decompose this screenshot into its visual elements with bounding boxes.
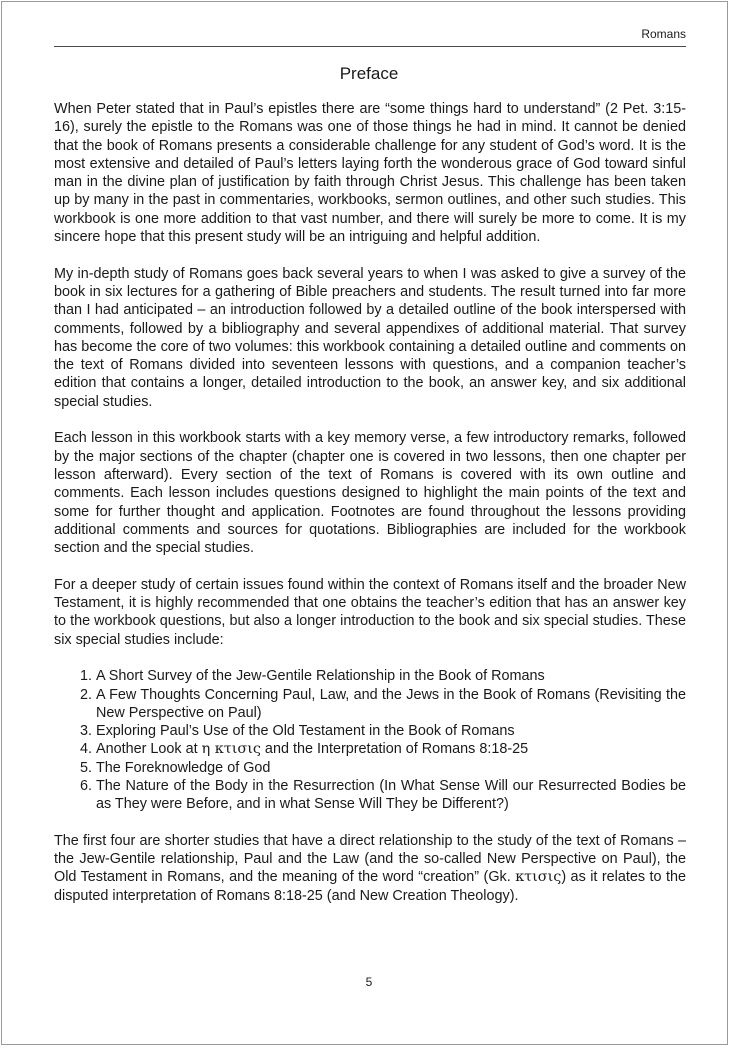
paragraph-2: My in-depth study of Romans goes back several years to when I was asked to give a survey of the book in six lectures for a gathering of Bible preachers and students. The result turned into far more than I had anticipated – an introduction followed by a detailed outline of the book interspersed with comments, followed by a bibliography and several appendixes of additional material. That survey has become the core of two volumes: this workbook containing a detailed outline and comments on the text of Romans divided into seventeen lessons with questions, and a companion teacher’s edition that contains a longer, detailed introduction to the book, an answer key, and six additional special studies. <box>54 265 686 410</box>
page <box>1 1 728 1045</box>
paragraph-text: The first four are shorter studies that have a direct relationship to the study of the text of Romans – the Jew-Gentile relationship, Paul and the Law (and the so-called New Perspective on Paul), the Old Testament in Romans, and the meaning of the word “creation” (Gk. <box>54 832 686 886</box>
list-item: 6. The Nature of the Body in the Resurrection (In What Sense Will our Resurrected Bodies be as They were Before, and in what Sense Will They be Different?) <box>96 777 686 814</box>
list-item-text: Another Look at <box>96 741 202 758</box>
paragraph-4: For a deeper study of certain issues found within the context of Romans itself and the broader New Testament, it is highly recommended that one obtains the teacher’s edition that has an answer key to the workbook questions, but also a longer introduction to the book and six special studies. These six special studies include: <box>54 576 686 648</box>
paragraph-text: ) as it relates to the disputed interpretation of Romans 8:18-25 (and New Creation Theology). <box>54 869 686 904</box>
running-header: Romans <box>54 26 686 47</box>
list-item <box>96 740 686 758</box>
list-item-text: and the Interpretation of Romans 8:18-25 <box>260 741 529 758</box>
paragraph-3: Each lesson in this workbook starts with a key memory verse, a few introductory remarks, followed by the major sections of the chapter (chapter one is covered in two lessons, then one chapter per lesson afterward). Every section of the text of Romans is covered with its own outline and comments. Each lesson includes questions designed to highlight the main points of the text and some for further thought and application. Footnotes are found throughout the lessons providing additional comments and sources for quotations. Bibliographies are included for the workbook section and the special studies. <box>54 430 686 557</box>
list-item: 5. The Foreknowledge of God <box>96 759 686 777</box>
special-studies-list <box>54 667 686 813</box>
page-number: 5 <box>365 975 373 989</box>
closing-paragraph <box>54 832 686 905</box>
body-text <box>54 100 686 923</box>
greek-term: η κτισις <box>201 741 261 758</box>
list-item: 3. Exploring Paul’s Use of the Old Testament in the Book of Romans <box>96 722 686 740</box>
greek-term: κτισις <box>515 869 562 886</box>
paragraph-1: When Peter stated that in Paul’s epistles there are “some things hard to understand” (2 Pet. 3:15-16), surely the epistle to the Romans was one of those things he had in mind. It cannot be denied that the book of Romans presents a considerable challenge for any student of God’s word. It is the most extensive and detailed of Paul’s letters laying forth the wonderous grace of God toward sinful man in the divine plan of justification by faith through Christ Jesus. This challenge has been taken up by many in the past in commentaries, workbooks, sermon outlines, and other such studies. This workbook is one more addition to that vast number, and there will surely be more to come. It is my sincere hope that this present study will be an intriguing and helpful addition. <box>54 101 686 246</box>
list-item: 2. A Few Thoughts Concerning Paul, Law, and the Jews in the Book of Romans (Revisiting the New Perspective on Paul) <box>96 686 686 723</box>
page-title: Preface <box>339 64 399 83</box>
list-item: 1. A Short Survey of the Jew-Gentile Relationship in the Book of Romans <box>96 667 686 685</box>
